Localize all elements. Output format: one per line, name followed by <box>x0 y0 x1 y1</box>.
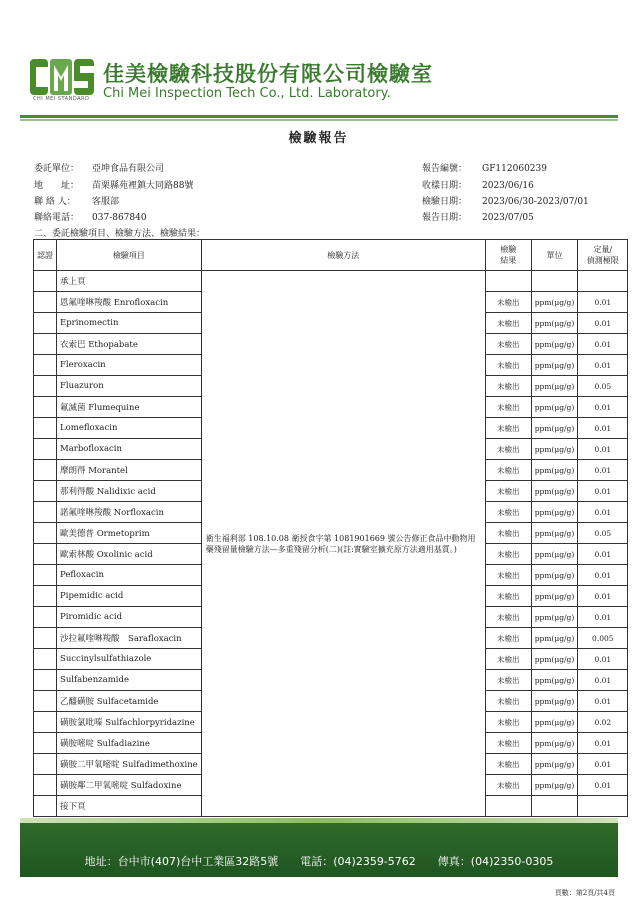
header-divider <box>20 115 618 118</box>
issue-date: 2023/07/05 <box>482 213 534 223</box>
limit-cell: 0.01 <box>578 418 628 439</box>
page-number: 頁數：第2頁/共4頁 <box>554 889 615 897</box>
report-no: GF112060239 <box>482 164 547 174</box>
item-cell: Pefloxacin <box>57 565 202 586</box>
result-cell: 未檢出 <box>485 355 531 376</box>
header-limit <box>578 240 628 271</box>
table-row-continued-top <box>34 271 628 292</box>
item-cell: 磺胺二甲氧嘧啶 Sulfadimethoxine <box>57 754 202 775</box>
issue-date-line <box>422 210 534 223</box>
unit-cell: ppm(μg/g) <box>531 376 578 397</box>
issue-date-label: 報告日期： <box>422 213 468 223</box>
unit-cell: ppm(μg/g) <box>531 481 578 502</box>
cert-cell <box>34 628 57 649</box>
result-cell: 未檢出 <box>485 565 531 586</box>
cert-cell <box>34 460 57 481</box>
unit-cell: ppm(μg/g) <box>531 565 578 586</box>
cert-cell <box>34 586 57 607</box>
result-cell: 未檢出 <box>485 460 531 481</box>
header-item: 檢驗項目 <box>57 240 202 271</box>
item-cell: 磺胺嘧啶 Sulfadiazine <box>57 733 202 754</box>
client-phone-line <box>34 210 147 223</box>
cert-cell <box>34 313 57 334</box>
limit-cell: 0.05 <box>578 523 628 544</box>
item-cell: 摩朗得 Morantel <box>57 460 202 481</box>
header-result-line2: 結果 <box>500 256 517 265</box>
item-cell: Fleroxacin <box>57 355 202 376</box>
unit-cell: ppm(μg/g) <box>531 397 578 418</box>
cert-cell <box>34 565 57 586</box>
client-phone: 037-867840 <box>92 213 147 223</box>
received-date: 2023/06/16 <box>482 181 534 191</box>
continued-bottom: 接下頁 <box>57 796 202 817</box>
report-no-line <box>422 161 547 174</box>
table-body <box>34 271 628 817</box>
limit-cell: 0.01 <box>578 292 628 313</box>
item-cell: Sulfabenzamide <box>57 670 202 691</box>
cert-cell <box>34 670 57 691</box>
limit-cell: 0.01 <box>578 607 628 628</box>
unit-cell: ppm(μg/g) <box>531 586 578 607</box>
unit-cell: ppm(μg/g) <box>531 502 578 523</box>
unit-cell: ppm(μg/g) <box>531 313 578 334</box>
cert-cell <box>34 796 57 817</box>
client-address-label: 地 址： <box>34 181 80 191</box>
limit-cell: 0.01 <box>578 754 628 775</box>
footer-bar <box>20 823 618 877</box>
item-cell: 磺胺氯吡嗪 Sulfachlorpyridazine <box>57 712 202 733</box>
limit-cell: 0.01 <box>578 502 628 523</box>
header-method: 檢驗方法 <box>201 240 485 271</box>
client-phone-label: 聯絡電話： <box>34 213 80 223</box>
limit-cell: 0.02 <box>578 712 628 733</box>
cert-cell <box>34 712 57 733</box>
cert-cell <box>34 607 57 628</box>
cert-cell <box>34 502 57 523</box>
unit-cell: ppm(μg/g) <box>531 334 578 355</box>
received-date-label: 收樣日期： <box>422 181 468 191</box>
result-cell <box>485 796 531 817</box>
item-cell: 乙醯磺胺 Sulfacetamide <box>57 691 202 712</box>
unit-cell: ppm(μg/g) <box>531 670 578 691</box>
limit-cell: 0.01 <box>578 334 628 355</box>
item-cell: 諾氟喹啉羧酸 Norfloxacin <box>57 502 202 523</box>
item-cell: 氟滅菌 Flumequine <box>57 397 202 418</box>
result-cell: 未檢出 <box>485 754 531 775</box>
unit-cell: ppm(μg/g) <box>531 712 578 733</box>
limit-cell: 0.005 <box>578 628 628 649</box>
item-cell: Fluazuron <box>57 376 202 397</box>
client-address-line <box>34 178 193 191</box>
limit-cell: 0.01 <box>578 649 628 670</box>
unit-cell: ppm(μg/g) <box>531 607 578 628</box>
logo-subtitle: CHI MEI STANDARD <box>33 96 90 102</box>
cert-cell <box>34 292 57 313</box>
limit-cell: 0.01 <box>578 313 628 334</box>
cert-cell <box>34 775 57 796</box>
cert-cell <box>34 649 57 670</box>
result-cell: 未檢出 <box>485 628 531 649</box>
section-title: 二、委託檢驗項目、檢驗方法、檢驗結果： <box>34 229 206 239</box>
test-date: 2023/06/30-2023/07/01 <box>482 197 589 207</box>
result-cell: 未檢出 <box>485 607 531 628</box>
unit-cell: ppm(μg/g) <box>531 754 578 775</box>
unit-cell: ppm(μg/g) <box>531 775 578 796</box>
limit-cell: 0.01 <box>578 691 628 712</box>
item-cell: Succinylsulfathiazole <box>57 649 202 670</box>
item-cell: 沙拉氟喹啉羧酸 Sarafloxacin <box>57 628 202 649</box>
header-result-line1: 檢驗 <box>500 245 517 254</box>
result-cell: 未檢出 <box>485 313 531 334</box>
limit-cell: 0.01 <box>578 670 628 691</box>
unit-cell <box>531 796 578 817</box>
limit-cell: 0.01 <box>578 397 628 418</box>
limit-cell <box>578 271 628 292</box>
header-unit: 單位 <box>531 240 578 271</box>
client-contact-label: 聯 絡 人： <box>34 197 76 207</box>
unit-cell: ppm(μg/g) <box>531 544 578 565</box>
result-cell: 未檢出 <box>485 691 531 712</box>
limit-cell: 0.01 <box>578 586 628 607</box>
cert-cell <box>34 481 57 502</box>
result-cell <box>485 271 531 292</box>
limit-cell: 0.01 <box>578 439 628 460</box>
limit-cell: 0.01 <box>578 565 628 586</box>
unit-cell: ppm(μg/g) <box>531 418 578 439</box>
item-cell: 恩氟喹啉羧酸 Enrofloxacin <box>57 292 202 313</box>
result-cell: 未檢出 <box>485 292 531 313</box>
item-cell: Eprinomectin <box>57 313 202 334</box>
client-unit-label: 委託單位： <box>34 164 80 174</box>
limit-cell: 0.01 <box>578 355 628 376</box>
continued-top: 承上頁 <box>57 271 202 292</box>
cert-cell <box>34 397 57 418</box>
unit-cell: ppm(μg/g) <box>531 460 578 481</box>
limit-cell: 0.01 <box>578 775 628 796</box>
item-cell: 衣索巴 Ethopabate <box>57 334 202 355</box>
company-name-zh: 佳美檢驗科技股份有限公司檢驗室 <box>103 62 433 86</box>
test-date-line <box>422 194 589 207</box>
item-cell: 那利得酸 Nalidixic acid <box>57 481 202 502</box>
company-logo <box>30 57 94 97</box>
client-unit: 亞坤食品有限公司 <box>92 164 165 174</box>
header-limit-line1: 定量/ <box>593 245 613 254</box>
unit-cell: ppm(μg/g) <box>531 355 578 376</box>
unit-cell: ppm(μg/g) <box>531 691 578 712</box>
received-date-line <box>422 178 534 191</box>
cert-cell <box>34 271 57 292</box>
result-cell: 未檢出 <box>485 670 531 691</box>
result-cell: 未檢出 <box>485 649 531 670</box>
header-divider-secondary <box>20 119 618 121</box>
cert-cell <box>34 754 57 775</box>
limit-cell: 0.05 <box>578 376 628 397</box>
item-cell: Pipemidic acid <box>57 586 202 607</box>
method-cell: 衛生福利部 108.10.08 衛授食字第 1081901669 號公告修正食品中動物用藥殘留量檢驗方法—多重殘留分析(二)(註:實驗室擴充原方法適用基質。) <box>201 271 485 817</box>
unit-cell: ppm(μg/g) <box>531 523 578 544</box>
result-cell: 未檢出 <box>485 733 531 754</box>
unit-cell: ppm(μg/g) <box>531 292 578 313</box>
result-cell: 未檢出 <box>485 397 531 418</box>
item-cell: Marbofloxacin <box>57 439 202 460</box>
client-contact-line <box>34 194 119 207</box>
unit-cell: ppm(μg/g) <box>531 649 578 670</box>
item-cell: 歐美德普 Ormetoprim <box>57 523 202 544</box>
cert-cell <box>34 376 57 397</box>
header-cert: 認證 <box>34 240 57 271</box>
item-cell: Piromidic acid <box>57 607 202 628</box>
unit-cell: ppm(μg/g) <box>531 628 578 649</box>
header-result <box>485 240 531 271</box>
footer-contact: 地址：台中市(407)台中工業區32路5號 電話：(04)2359-5762 傳真：(04)2350-0305 <box>84 855 554 868</box>
cert-cell <box>34 418 57 439</box>
cert-cell <box>34 439 57 460</box>
table-header-row <box>34 240 628 271</box>
client-contact: 客服部 <box>92 197 120 207</box>
cert-cell <box>34 355 57 376</box>
results-table <box>33 239 628 817</box>
item-cell: 歐索林酸 Oxolinic acid <box>57 544 202 565</box>
report-no-label: 報告編號： <box>422 164 468 174</box>
client-address: 苗栗縣苑裡鎮大同路88號 <box>92 181 194 191</box>
result-cell: 未檢出 <box>485 334 531 355</box>
cert-cell <box>34 334 57 355</box>
unit-cell: ppm(μg/g) <box>531 733 578 754</box>
cert-cell <box>34 544 57 565</box>
limit-cell: 0.01 <box>578 544 628 565</box>
limit-cell: 0.01 <box>578 481 628 502</box>
item-cell: 磺胺鄰二甲氧嘧啶 Sulfadoxine <box>57 775 202 796</box>
cert-cell <box>34 523 57 544</box>
result-cell: 未檢出 <box>485 439 531 460</box>
item-cell: Lomefloxacin <box>57 418 202 439</box>
result-cell: 未檢出 <box>485 481 531 502</box>
header-limit-line2: 偵測極限 <box>586 256 619 265</box>
company-name-en: Chi Mei Inspection Tech Co., Ltd. Laboratory. <box>103 86 391 101</box>
result-cell: 未檢出 <box>485 418 531 439</box>
limit-cell: 0.01 <box>578 460 628 481</box>
cert-cell <box>34 691 57 712</box>
report-title: 檢驗報告 <box>288 131 349 146</box>
client-unit-line <box>34 161 164 174</box>
unit-cell <box>531 271 578 292</box>
result-cell: 未檢出 <box>485 586 531 607</box>
result-cell: 未檢出 <box>485 523 531 544</box>
limit-cell <box>578 796 628 817</box>
unit-cell: ppm(μg/g) <box>531 439 578 460</box>
limit-cell: 0.01 <box>578 733 628 754</box>
result-cell: 未檢出 <box>485 775 531 796</box>
result-cell: 未檢出 <box>485 502 531 523</box>
cert-cell <box>34 733 57 754</box>
result-cell: 未檢出 <box>485 544 531 565</box>
result-cell: 未檢出 <box>485 712 531 733</box>
result-cell: 未檢出 <box>485 376 531 397</box>
test-date-label: 檢驗日期： <box>422 197 468 207</box>
